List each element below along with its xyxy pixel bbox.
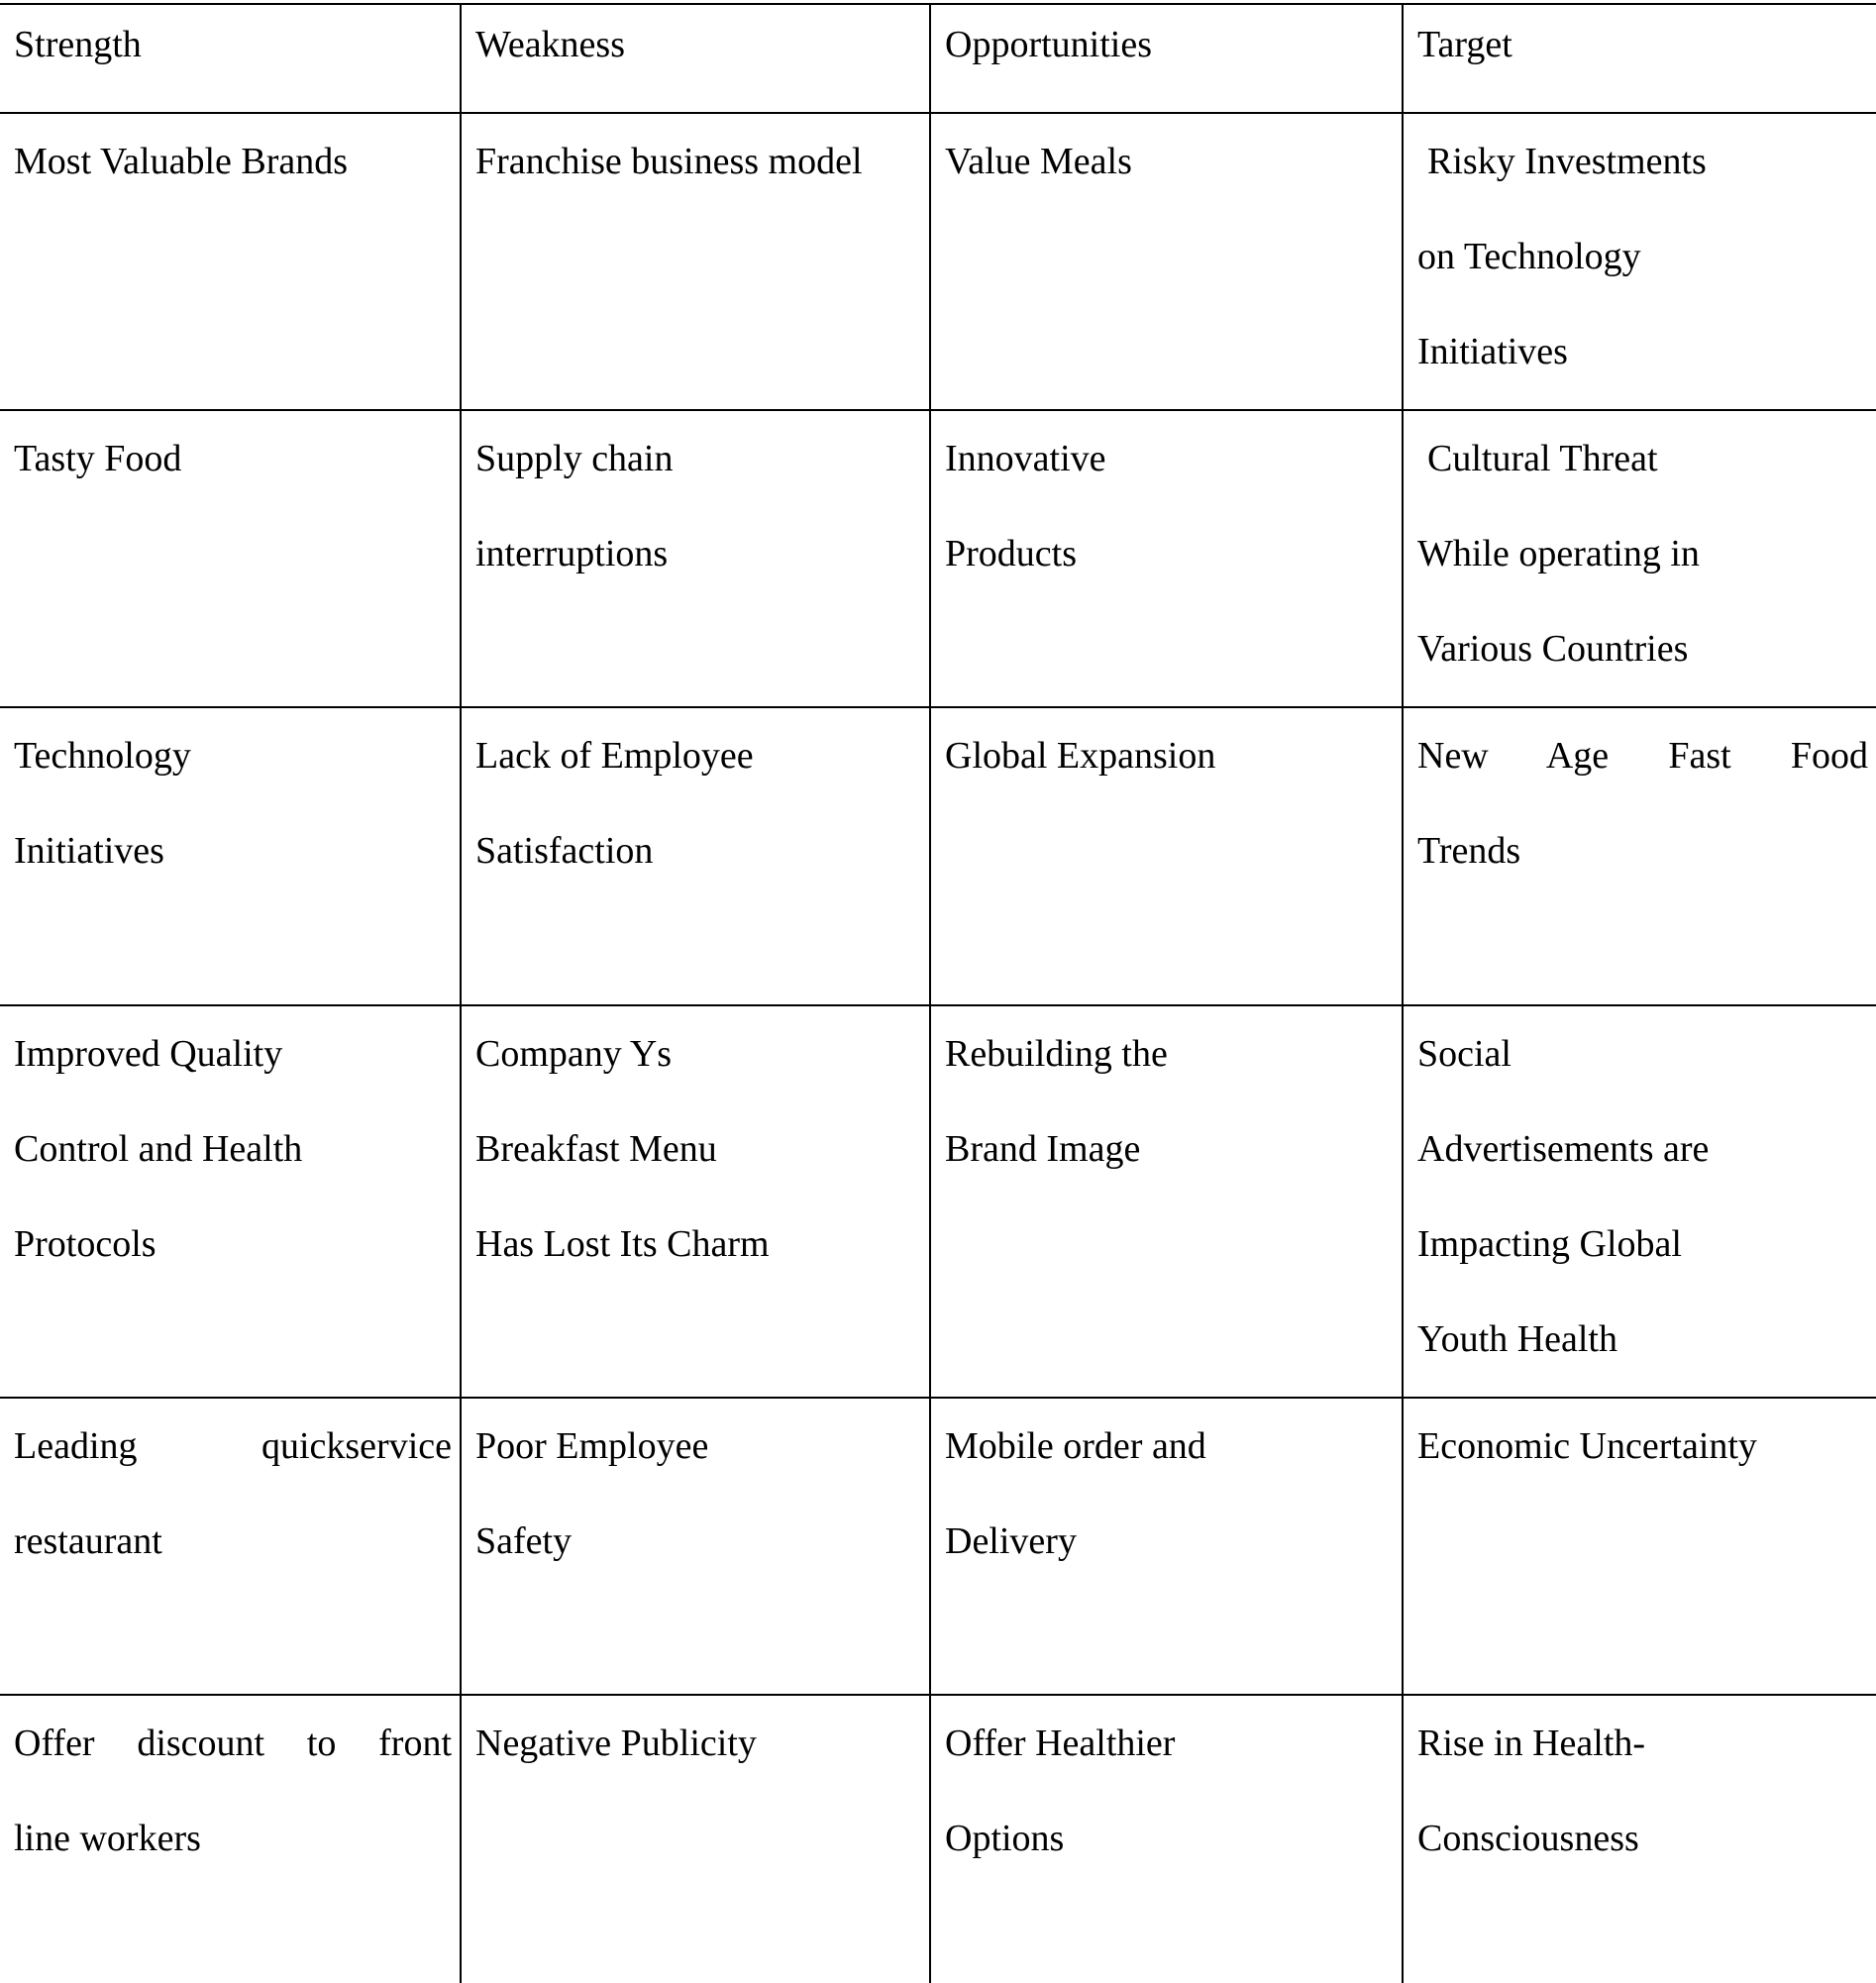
cell-opportunities	[930, 707, 1403, 1005]
cell-opportunities	[930, 1398, 1403, 1695]
cell-strength	[0, 1398, 461, 1695]
table-row	[0, 1398, 1876, 1695]
cell-strength	[0, 410, 461, 707]
cell-line: Rebuilding the	[945, 1033, 1168, 1075]
cell-strength	[0, 707, 461, 1005]
cell-line: line workers	[14, 1818, 201, 1859]
table-row	[0, 410, 1876, 707]
cell-line: Offer discount to front	[14, 1722, 452, 1764]
cell-weakness	[461, 113, 930, 410]
cell-line: Leading quickservice	[14, 1425, 452, 1467]
cell-opportunities	[930, 1005, 1403, 1398]
header-target: Target	[1403, 4, 1876, 113]
cell-weakness	[461, 1398, 930, 1695]
cell-strength	[0, 1695, 461, 1983]
cell-line: Poor Employee	[475, 1425, 709, 1467]
cell-weakness	[461, 410, 930, 707]
cell-line: Options	[945, 1818, 1065, 1859]
header-weakness: Weakness	[461, 4, 930, 113]
cell-line: While operating in	[1417, 533, 1700, 574]
cell-line: Tasty Food	[14, 438, 182, 479]
cell-line: Mobile order and	[945, 1425, 1206, 1467]
cell-line: on Technology	[1417, 236, 1641, 277]
cell-weakness	[461, 1695, 930, 1983]
cell-line: Impacting Global	[1417, 1223, 1682, 1265]
cell-line: Franchise business model	[475, 141, 863, 182]
cell-line: Delivery	[945, 1520, 1077, 1562]
cell-line: Cultural Threat	[1427, 438, 1658, 479]
table-row	[0, 1005, 1876, 1398]
cell-opportunities	[930, 113, 1403, 410]
cell-line: Innovative	[945, 438, 1106, 479]
cell-line: Most Valuable Brands	[14, 141, 349, 182]
cell-line: Satisfaction	[475, 830, 654, 872]
cell-line: Technology	[14, 735, 191, 777]
cell-line: Brand Image	[945, 1128, 1141, 1170]
cell-target	[1403, 707, 1876, 1005]
cell-line: Has Lost Its Charm	[475, 1223, 770, 1265]
cell-line: Consciousness	[1417, 1818, 1639, 1859]
swot-analysis-table	[0, 3, 1876, 1983]
cell-opportunities	[930, 1695, 1403, 1983]
cell-line: Global Expansion	[945, 735, 1216, 777]
cell-line: Lack of Employee	[475, 735, 754, 777]
cell-line: Economic Uncertainty	[1417, 1425, 1757, 1467]
header-strength: Strength	[0, 4, 461, 113]
cell-opportunities	[930, 410, 1403, 707]
table-row	[0, 1695, 1876, 1983]
cell-target	[1403, 1695, 1876, 1983]
cell-target	[1403, 113, 1876, 410]
header-opportunities: Opportunities	[930, 4, 1403, 113]
cell-line: Advertisements are	[1417, 1128, 1710, 1170]
cell-line: Social	[1417, 1033, 1511, 1075]
cell-line: Risky Investments	[1427, 141, 1707, 182]
cell-target	[1403, 1005, 1876, 1398]
cell-strength	[0, 1005, 461, 1398]
table-header-row	[0, 4, 1876, 113]
cell-weakness	[461, 1005, 930, 1398]
cell-line: Breakfast Menu	[475, 1128, 717, 1170]
cell-weakness	[461, 707, 930, 1005]
cell-line: Value Meals	[945, 141, 1132, 182]
cell-line: Rise in Health-	[1417, 1722, 1646, 1764]
cell-line: Various Countries	[1417, 628, 1689, 670]
cell-line: Company Ys	[475, 1033, 673, 1075]
cell-line: interruptions	[475, 533, 669, 574]
cell-line: Protocols	[14, 1223, 156, 1265]
cell-line: restaurant	[14, 1520, 162, 1562]
cell-line: New Age Fast Food	[1417, 735, 1868, 777]
cell-line: Initiatives	[1417, 331, 1568, 372]
cell-line: Offer Healthier	[945, 1722, 1176, 1764]
cell-target	[1403, 1398, 1876, 1695]
cell-strength	[0, 113, 461, 410]
cell-line: Products	[945, 533, 1077, 574]
cell-target	[1403, 410, 1876, 707]
table-row	[0, 707, 1876, 1005]
cell-line: Control and Health	[14, 1128, 303, 1170]
cell-line: Initiatives	[14, 830, 164, 872]
cell-line: Improved Quality	[14, 1033, 283, 1075]
cell-line: Youth Health	[1417, 1318, 1617, 1360]
cell-line: Negative Publicity	[475, 1722, 757, 1764]
cell-line: Supply chain	[475, 438, 674, 479]
table-row	[0, 113, 1876, 410]
cell-line: Trends	[1417, 830, 1521, 872]
cell-line: Safety	[475, 1520, 573, 1562]
